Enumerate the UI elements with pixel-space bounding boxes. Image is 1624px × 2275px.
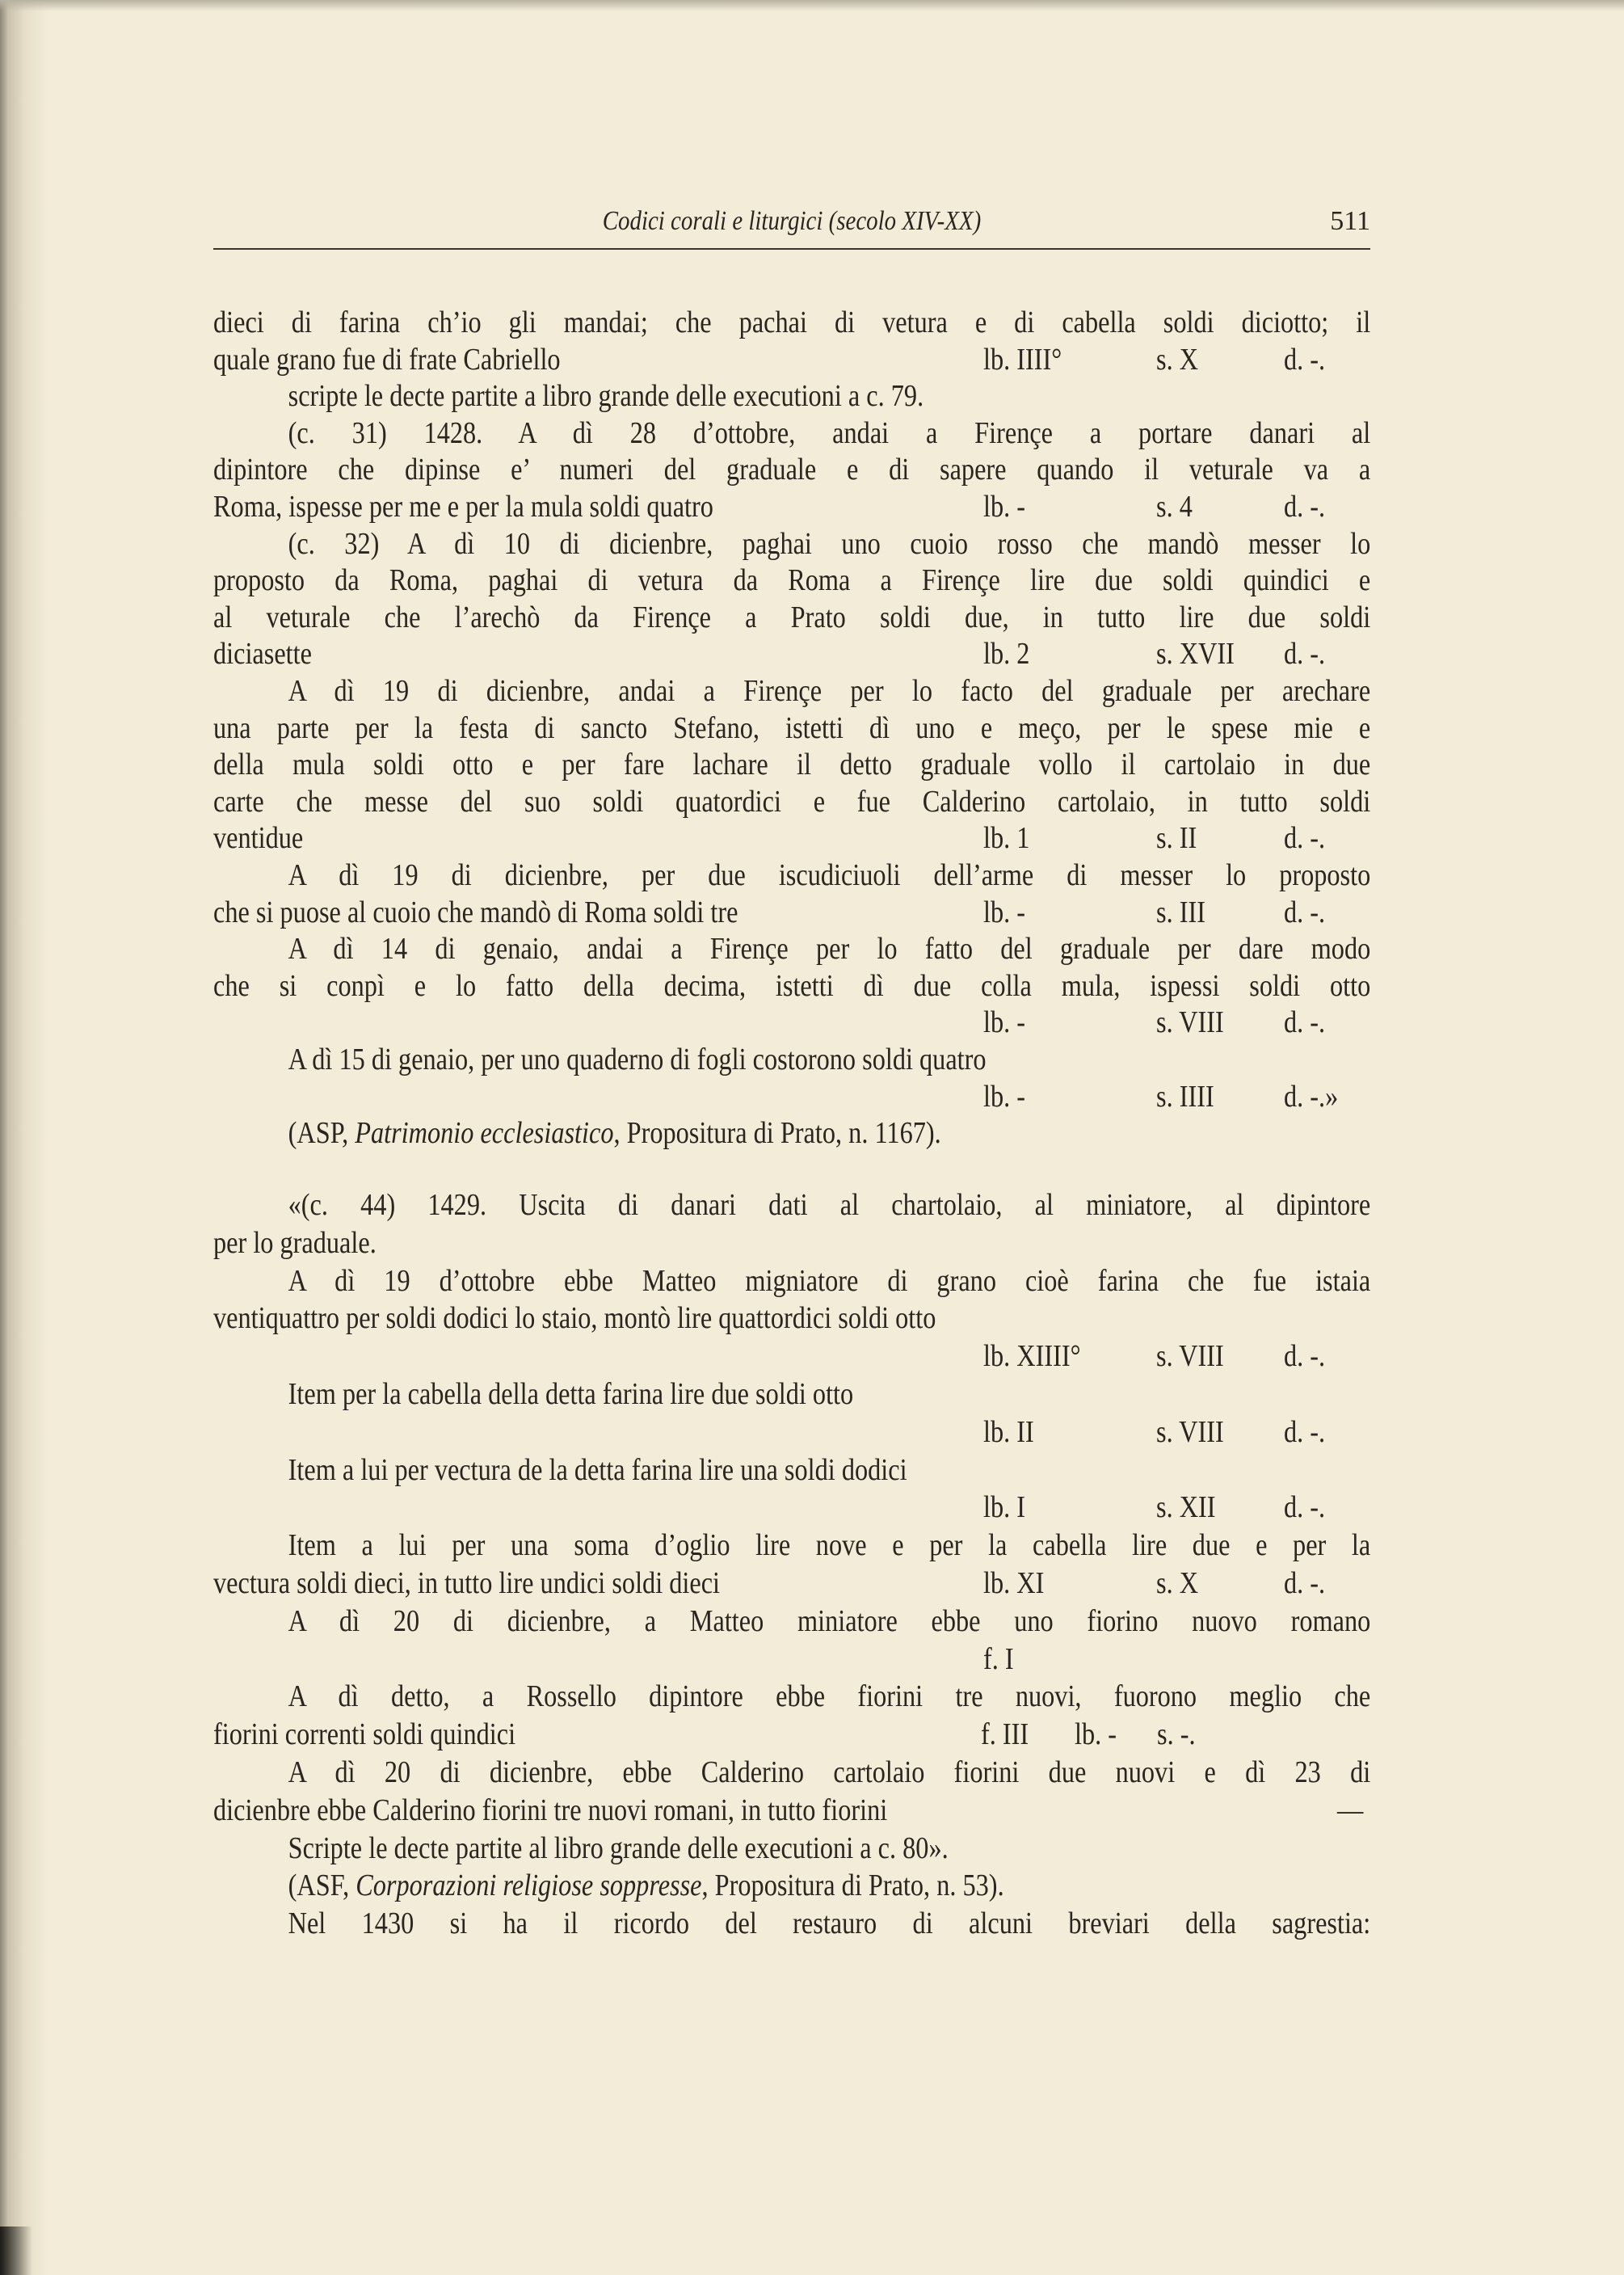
text-line	[213, 1905, 1370, 1942]
line-text	[213, 600, 1370, 634]
text-run: diciasette	[213, 637, 312, 672]
text-run: fiorini correnti soldi quindici	[213, 1717, 516, 1752]
text-run: scripte le decte partite a libro grande delle executioni a c. 79.	[288, 379, 924, 414]
text-run: dicienbre ebbe Calderino fiorini tre nuovi romani, in tutto fiorini	[213, 1793, 888, 1827]
text-run: vectura soldi dieci, in tutto lire undici soldi dieci	[213, 1566, 721, 1600]
amount-soldi: s. IIII	[1155, 1079, 1214, 1114]
line-text	[288, 858, 1371, 892]
text-line	[213, 1004, 1370, 1041]
line-text	[288, 527, 1371, 561]
header-rule	[213, 248, 1370, 250]
amount-soldi: s. VIII	[1155, 1339, 1224, 1374]
text-line	[213, 857, 1370, 894]
text-run: carte che messe del suo soldi quatordici e fue Calderino cartolaio, in tutto soldi	[213, 784, 1371, 819]
text-line	[213, 599, 1370, 636]
line-text	[288, 1867, 1004, 1904]
amount-lire: lb. XIIII°	[982, 1339, 1081, 1374]
line-text	[288, 1528, 1371, 1562]
text-run: della mula soldi otto e per fare lachare il detto graduale vollo il cartolaio in due	[213, 748, 1371, 782]
running-head-title: Codici corali e liturgici (secolo XIV-XX)	[602, 206, 982, 236]
amount-soldi: s. XII	[1155, 1490, 1216, 1525]
text-line	[213, 304, 1370, 341]
line-text	[213, 563, 1370, 597]
amount-lire: lb. 1	[982, 821, 1030, 856]
text-line	[213, 635, 1370, 672]
amount-denari: d. -.	[1283, 1490, 1326, 1525]
text-line	[213, 525, 1370, 562]
amount-lire: lb. 2	[982, 637, 1030, 672]
amount-soldi: s. X	[1155, 342, 1199, 377]
scan-edge-shadow	[0, 0, 48, 2275]
amount-soldi: s. 4	[1155, 490, 1193, 524]
text-run: ventiquattro per soldi dodici lo staio, montò lire quattordici soldi otto	[213, 1301, 936, 1336]
text-run: Scripte le decte partite al libro grande delle executioni a c. 80».	[288, 1831, 949, 1865]
text-line	[213, 930, 1370, 967]
text-line	[213, 1114, 1370, 1152]
text-line	[213, 1565, 1370, 1602]
line-text	[213, 969, 1370, 1003]
amount-denari: d. -.	[1283, 342, 1326, 377]
text-line	[213, 451, 1370, 488]
line-text	[213, 1792, 887, 1829]
text-run: Roma, ispesse per me e per la mula soldi quatro	[213, 490, 713, 524]
running-head	[213, 204, 1370, 239]
text-line	[213, 1186, 1370, 1224]
text-line	[213, 1078, 1370, 1115]
amount-soldi: s. XVII	[1155, 637, 1235, 672]
text-line	[213, 710, 1370, 747]
scan-top-shadow	[0, 0, 1624, 11]
text-run: A dì 14 di genaio, andai a Firençe per lo fatto del graduale per dare modo	[288, 932, 1371, 967]
text-line	[213, 341, 1370, 378]
text-line	[213, 1527, 1370, 1564]
amount-denari: d. -.	[1283, 1339, 1326, 1374]
text-run: Item a lui per vectura de la detta farina lire una soldi dodici	[288, 1452, 907, 1487]
text-run: che si puose al cuoio che mandò di Roma soldi tre	[213, 895, 738, 929]
amount-lire: lb. XI	[982, 1566, 1045, 1600]
amount-denari: d. -.	[1283, 1566, 1326, 1600]
line-text	[288, 932, 1371, 966]
line-text	[288, 1264, 1371, 1298]
amount-soldi: s. -.	[1156, 1717, 1196, 1752]
text-run: (ASF,	[288, 1868, 356, 1903]
text-line	[213, 1641, 1370, 1678]
text-line	[213, 1224, 1370, 1262]
line-text	[288, 1679, 1371, 1713]
text-run: dipintore che dipinse e’ numeri del graduale e di sapere quando il veturale va a	[213, 453, 1371, 487]
line-text	[213, 748, 1370, 782]
text-run: A dì detto, a Rossello dipintore ebbe fiorini tre nuovi, fuorono meglio che	[288, 1679, 1371, 1714]
text-run: A dì 19 di dicienbre, andai a Firençe per lo facto del graduale per arechare	[288, 674, 1371, 708]
text-run: (c. 31) 1428. A dì 28 d’ottobre, andai a Firençe a portare danari al	[288, 415, 1371, 450]
line-text	[288, 1188, 1371, 1222]
text-line	[213, 746, 1370, 783]
amount-denari: d. -.	[1283, 895, 1326, 929]
amount-soldi: s. III	[1155, 895, 1205, 929]
amount-denari: d. -.	[1283, 821, 1326, 856]
text-run: Item a lui per una soma d’oglio lire nove e per la cabella lire due e per la	[288, 1528, 1371, 1563]
text-run: Item per la cabella della detta farina lire due soldi otto	[288, 1377, 854, 1411]
amount-denari: d. -.	[1283, 1414, 1326, 1449]
amount-denari: d. -.	[1283, 490, 1326, 524]
text-line	[213, 1603, 1370, 1640]
amount-lire: lb. I	[982, 1490, 1026, 1525]
text-run: una parte per la festa di sancto Stefano, istetti dì uno e meço, per le spese mie e	[213, 710, 1371, 745]
text-run: al veturale che l’arechò da Firençe a Prato soldi due, in tutto lire due soldi	[213, 600, 1371, 634]
text-line	[213, 488, 1370, 525]
text-line	[213, 377, 1370, 415]
text-run: (c. 32) A dì 10 di dicienbre, paghai uno cuoio rosso che mandò messer lo	[288, 526, 1371, 561]
scan-corner-shadow	[0, 2227, 32, 2275]
text-line	[213, 1830, 1370, 1867]
amount-lire: lb. -	[982, 1079, 1026, 1114]
line-text	[213, 635, 312, 672]
amount-lire: lb. -	[1074, 1717, 1117, 1752]
amount-lire: lb. -	[982, 490, 1026, 524]
text-line	[213, 783, 1370, 820]
line-text	[213, 341, 561, 378]
text-line	[213, 562, 1370, 599]
amount-soldi: s. X	[1155, 1566, 1199, 1600]
amount-lire: f. I	[982, 1641, 1014, 1676]
line-text	[213, 453, 1370, 487]
line-text	[213, 894, 738, 931]
line-text	[288, 416, 1371, 450]
amount-soldi: s. II	[1155, 821, 1197, 856]
amount-soldi: s. VIII	[1155, 1414, 1224, 1449]
line-text	[213, 1565, 720, 1602]
amount-lire: lb. IIII°	[982, 342, 1062, 377]
text-line	[213, 1451, 1370, 1489]
amount-denari: d. -.»	[1283, 1079, 1339, 1114]
text-run: A dì 19 d’ottobre ebbe Matteo migniatore di grano cioè farina che fue istaia	[288, 1263, 1371, 1298]
text-line	[213, 1413, 1370, 1451]
italic-title: Corporazioni religiose soppresse	[356, 1868, 702, 1903]
text-line	[213, 1300, 1370, 1337]
text-line	[213, 1792, 1370, 1829]
amount-denari: d. -.	[1283, 637, 1326, 672]
text-line	[213, 1754, 1370, 1791]
text-run: «(c. 44) 1429. Uscita di danari dati al chartolaio, al miniatore, al dipintore	[288, 1188, 1371, 1222]
text-line	[213, 1489, 1370, 1526]
text-run: che si conpì e lo fatto della decima, istetti dì due colla mula, ispessi soldi otto	[213, 968, 1371, 1003]
text-run: , Propositura di Prato, n. 53).	[701, 1868, 1004, 1903]
line-text	[213, 785, 1370, 819]
text-run: quale grano fue di frate Cabriello	[213, 342, 561, 377]
text-run: proposto da Roma, paghai di vetura da Roma a Firençe lire due soldi quindici e	[213, 563, 1371, 598]
text-run: A dì 15 di genaio, per uno quaderno di fogli costorono soldi quatro	[288, 1043, 987, 1076]
line-text	[288, 1830, 949, 1867]
line-text	[288, 1906, 1371, 1940]
line-text	[288, 674, 1371, 708]
text-line	[213, 1041, 1370, 1078]
line-text	[213, 711, 1370, 745]
text-run: ventidue	[213, 821, 304, 856]
text-line	[213, 967, 1370, 1005]
text-line	[213, 1338, 1370, 1375]
text-line	[213, 894, 1370, 931]
text-line	[213, 415, 1370, 452]
text-line	[213, 1376, 1370, 1413]
amount-lire: lb. -	[982, 895, 1026, 929]
line-text	[288, 1041, 987, 1078]
text-run: A dì 20 di dicienbre, a Matteo miniatore ebbe uno fiorino nuovo romano	[288, 1603, 1371, 1638]
text-run: (ASP,	[288, 1116, 356, 1151]
text-run: Nel 1430 si ha il ricordo del restauro di alcuni breviari della sagrestia:	[288, 1906, 1371, 1941]
text-run: per lo graduale.	[213, 1225, 377, 1260]
line-text	[288, 377, 924, 415]
text-run: dieci di farina ch’io gli mandai; che pachai di vetura e di cabella soldi diciotto; il	[213, 305, 1371, 339]
italic-title: Patrimonio ecclesiastico	[355, 1116, 614, 1151]
text-line	[213, 672, 1370, 710]
line-text	[288, 1451, 907, 1489]
line-text	[288, 1755, 1371, 1789]
line-text	[288, 1376, 854, 1413]
amount-dash: —	[1336, 1793, 1364, 1827]
line-text	[213, 488, 713, 525]
amount-lire: lb. -	[982, 1005, 1026, 1040]
line-text	[213, 305, 1370, 339]
text-run: , Propositura di Prato, n. 1167).	[613, 1116, 941, 1151]
text-run: A dì 20 di dicienbre, ebbe Calderino cartolaio fiorini due nuovi e dì 23 di	[288, 1755, 1371, 1789]
line-text	[288, 1604, 1371, 1638]
text-line	[213, 1678, 1370, 1715]
line-text	[213, 819, 303, 857]
text-run: A dì 19 di dicienbre, per due iscudiciuoli dell’arme di messer lo proposto	[288, 858, 1371, 892]
page-number: 511	[1330, 206, 1370, 236]
amount-soldi: s. VIII	[1155, 1005, 1224, 1040]
line-text	[213, 1716, 515, 1753]
text-line	[213, 1716, 1370, 1753]
text-line	[213, 819, 1370, 857]
text-line	[213, 1867, 1370, 1904]
amount-fiorini: f. III	[980, 1717, 1029, 1752]
line-text	[213, 1224, 377, 1262]
line-text	[288, 1114, 941, 1152]
amount-lire: lb. II	[982, 1414, 1034, 1449]
line-text	[213, 1300, 936, 1337]
text-line	[213, 1262, 1370, 1300]
amount-denari: d. -.	[1283, 1005, 1326, 1040]
